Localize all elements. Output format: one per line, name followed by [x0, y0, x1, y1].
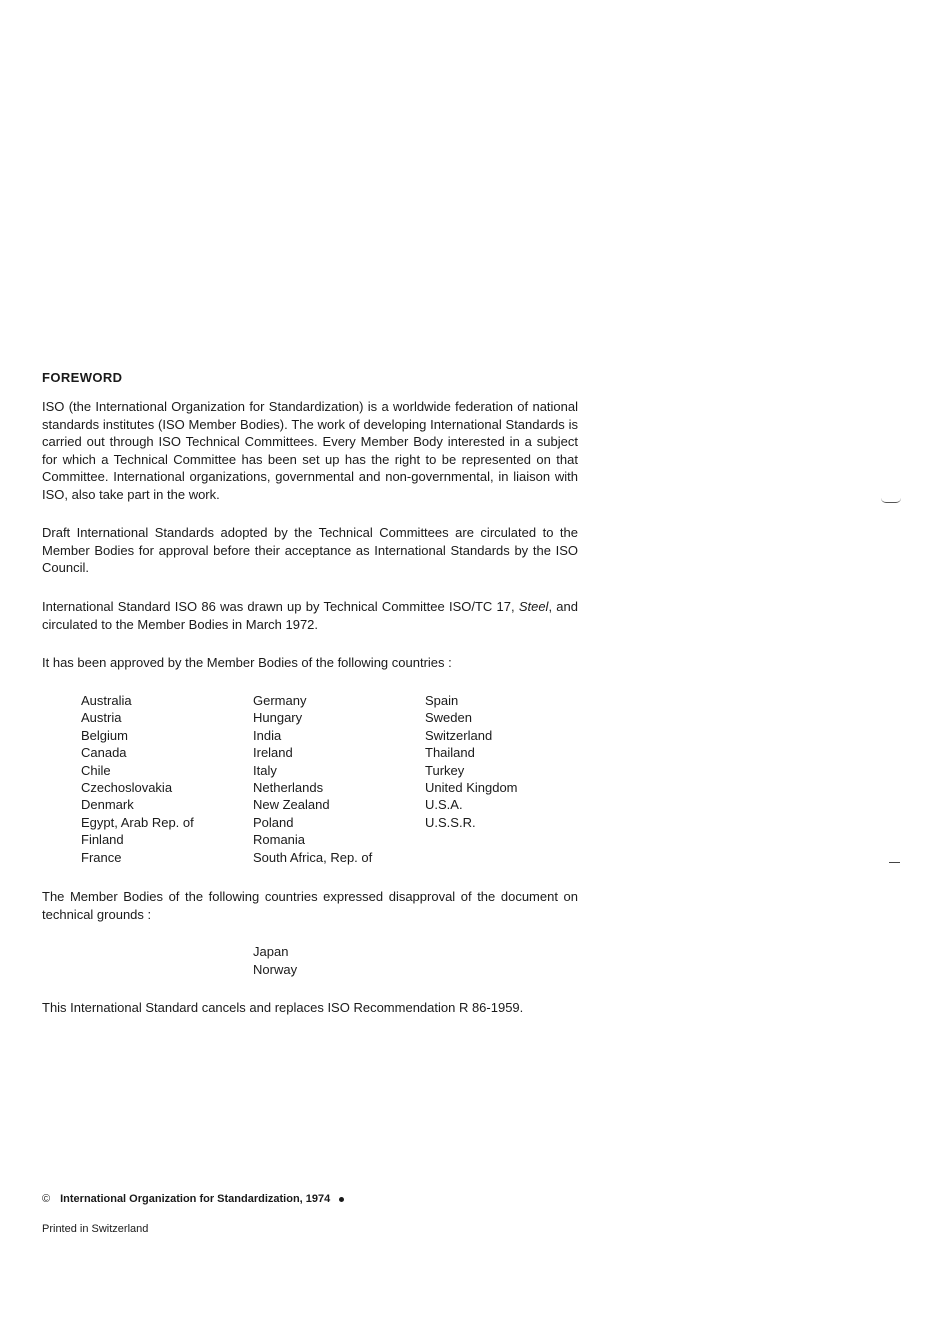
bullet-dot-icon [339, 1197, 344, 1202]
foreword-paragraph-approval-intro: It has been approved by the Member Bodies of the following countries : [42, 655, 452, 670]
country-list-item: Spain [425, 693, 459, 708]
country-list-item: New Zealand [253, 797, 330, 813]
country-list-item: Netherlands [253, 780, 324, 796]
country-list-item: Japan [253, 944, 289, 959]
foreword-paragraph-draft-standards: Draft International Standards adopted by the Technical Committees are circulated to the Member Bodies for approval before their acceptance as International Standards by the ISO Council. [42, 525, 578, 576]
copyright-notice [42, 1193, 344, 1205]
country-list-item: Romania [253, 832, 306, 848]
country-list-item: Belgium [81, 727, 128, 743]
country-list-item: Turkey [425, 762, 465, 778]
scan-artifact-mark [889, 862, 900, 863]
foreword-paragraph-disapproval-intro: The Member Bodies of the following countries expressed disapproval of the document on technical grounds : [42, 889, 578, 922]
foreword-paragraph-iso-description: ISO (the International Organization for Standardization) is a worldwide federation of national standards institutes (ISO Member Bodies). The work of developing International Standards is carried out through ISO Technical Committees. Every Member Body interested in a subject for which a Technical Committee has been set up has the right to be represented on that Committee. International organizations, governmental and non-governmental, in liaison with ISO, also take part in the work. [42, 399, 578, 502]
country-list-item: Germany [253, 693, 307, 708]
country-list-item: Switzerland [425, 727, 493, 743]
country-list-item: U.S.S.R. [425, 814, 476, 830]
printed-in-notice: Printed in Switzerland [42, 1223, 149, 1235]
iso86-origin-text-before: International Standard ISO 86 was drawn up by Technical Committee ISO/TC 17, [42, 599, 519, 614]
country-list-item: Czechoslovakia [81, 780, 173, 796]
disapproving-countries-list [253, 943, 297, 978]
foreword-paragraph-iso86-origin [42, 598, 578, 633]
approving-countries-column-3 [425, 692, 518, 831]
country-list-item: Canada [81, 745, 127, 761]
country-list-item: U.S.A. [425, 797, 463, 813]
country-list-item: South Africa, Rep. of [253, 849, 373, 865]
country-list-item: Sweden [425, 710, 472, 726]
approving-countries-column-2 [253, 692, 372, 866]
country-list-item: United Kingdom [425, 780, 518, 796]
country-list-item: Poland [253, 814, 294, 830]
approving-countries-column-1 [81, 692, 194, 866]
country-list-item: Ireland [253, 745, 293, 761]
copyright-icon: © [42, 1193, 51, 1205]
country-list-item: Denmark [81, 797, 134, 813]
copyright-text: International Organization for Standardization, 1974 [60, 1193, 331, 1205]
country-list-item: Italy [253, 762, 277, 778]
country-list-item: Hungary [253, 710, 303, 726]
foreword-paragraph-replacement-notice: This International Standard cancels and replaces ISO Recommendation R 86-1959. [42, 1000, 524, 1015]
country-list-item: Norway [253, 961, 298, 977]
foreword-heading: FOREWORD [42, 370, 123, 385]
iso86-committee-steel: Steel [518, 599, 549, 614]
country-list-item: Finland [81, 832, 124, 848]
country-list-item: Australia [81, 693, 132, 708]
country-list-item: Chile [81, 762, 111, 778]
scan-artifact-mark [881, 498, 901, 503]
iso86-origin-text-after: , and circulated to the Member Bodies in March 1972. [42, 599, 578, 632]
country-list-item: India [253, 727, 282, 743]
country-list-item: Thailand [425, 745, 475, 761]
country-list-item: France [81, 849, 122, 865]
country-list-item: Egypt, Arab Rep. of [81, 814, 194, 830]
country-list-item: Austria [81, 710, 122, 726]
